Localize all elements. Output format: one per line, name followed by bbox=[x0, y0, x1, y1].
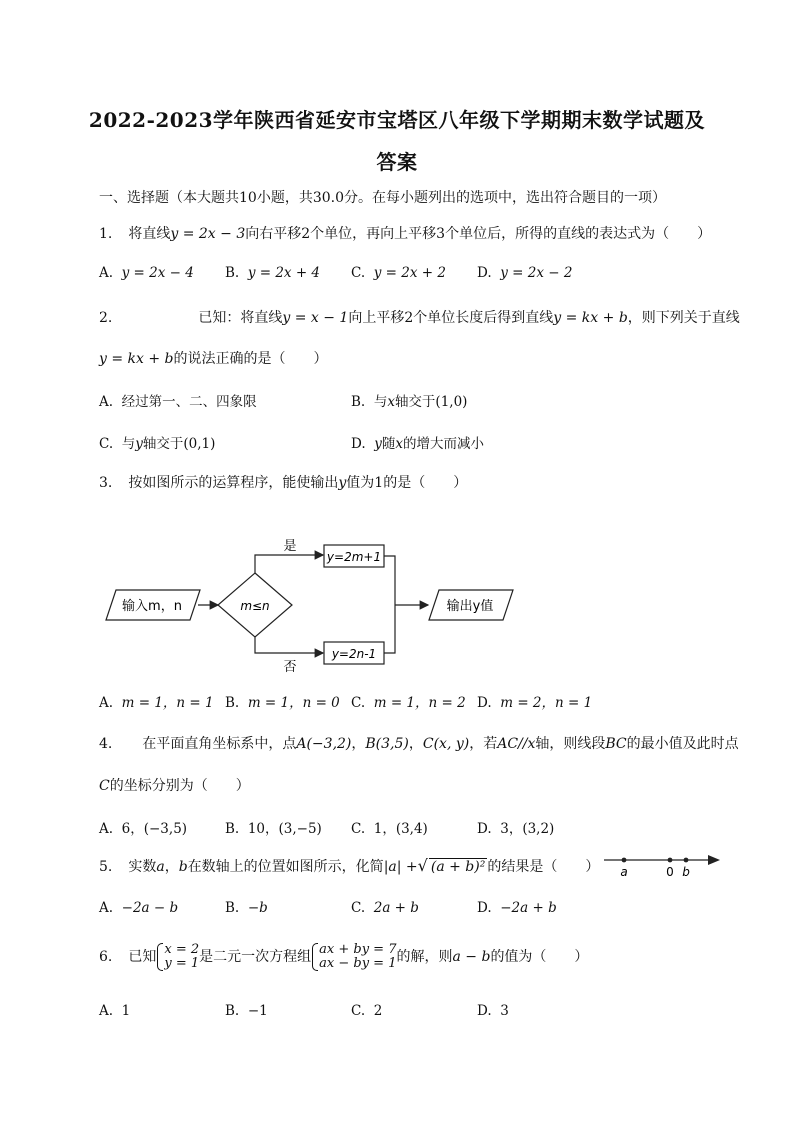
q5-var: a bbox=[156, 859, 165, 875]
option-label: A. bbox=[99, 821, 114, 837]
flow-input-label: 输入m，n bbox=[122, 599, 182, 614]
q2-expression: y = x − 1 bbox=[282, 310, 349, 326]
system-row: ax − by = 1 bbox=[319, 956, 397, 971]
option-label: D. bbox=[477, 1003, 492, 1019]
question-number: 6. bbox=[99, 949, 113, 965]
option-label: C. bbox=[351, 821, 366, 837]
option-label: B. bbox=[225, 900, 240, 916]
q5-text: ， bbox=[164, 859, 179, 875]
option-label: B. bbox=[351, 394, 366, 410]
option-text: 随 bbox=[381, 436, 396, 452]
q2-option-a[interactable] bbox=[99, 390, 257, 410]
q4-text: 轴，则线段 bbox=[535, 736, 606, 752]
q3-option-a[interactable] bbox=[99, 691, 214, 711]
q1-text: 向右平移 bbox=[245, 226, 302, 242]
option-text: −b bbox=[247, 900, 268, 916]
q1-text: 个单位后，所得的直线的表达式为（ ） bbox=[445, 226, 712, 242]
option-text: 与 bbox=[373, 394, 388, 410]
q5-option-a[interactable] bbox=[99, 900, 178, 916]
option-var: y bbox=[374, 436, 382, 452]
q6-expression: a − b bbox=[452, 949, 491, 965]
option-text: 轴交于(1,0) bbox=[394, 394, 468, 410]
q1-option-a[interactable] bbox=[99, 265, 194, 281]
option-label: A. bbox=[99, 695, 114, 711]
q5-text: 在数轴上的位置如图所示，化简 bbox=[187, 859, 384, 875]
option-text: y = 2x + 2 bbox=[373, 265, 446, 281]
system-row: x = 2 bbox=[164, 942, 200, 957]
q5-text: 实数 bbox=[128, 859, 157, 875]
q1-text: 个单位，再向上平移 bbox=[310, 226, 437, 242]
option-text: 经过第一、二、四象限 bbox=[121, 394, 257, 410]
option-text: −2a − b bbox=[121, 900, 179, 916]
q5-option-d[interactable] bbox=[477, 900, 557, 916]
point-zero-dot bbox=[668, 858, 673, 863]
q2-option-c[interactable] bbox=[99, 432, 215, 452]
option-text: 与 bbox=[121, 436, 136, 452]
question-1 bbox=[99, 223, 724, 243]
option-text: −1 bbox=[247, 1003, 268, 1019]
q1-number: 2 bbox=[301, 226, 311, 242]
q2-option-b[interactable] bbox=[351, 390, 467, 410]
q4-text: 的坐标分别为（ ） bbox=[109, 778, 250, 794]
q3-option-d[interactable] bbox=[477, 691, 592, 711]
flow-top-box-label: y=2m+1 bbox=[326, 550, 382, 564]
doc-title-line1: 2022-2023学年陕西省延安市宝塔区八年级下学期期末数学试题及 bbox=[88, 108, 706, 132]
option-text: 1 bbox=[121, 1003, 131, 1019]
option-text: 3 bbox=[500, 1003, 509, 1019]
option-label: D. bbox=[477, 265, 492, 281]
option-label: C. bbox=[351, 265, 366, 281]
q4-text: ， bbox=[351, 736, 366, 752]
q6-option-b[interactable] bbox=[225, 1003, 268, 1019]
option-var: x bbox=[395, 436, 403, 452]
q6-option-c[interactable] bbox=[351, 1003, 382, 1019]
flow-no-label: 否 bbox=[283, 660, 297, 675]
q1-option-b[interactable] bbox=[225, 265, 320, 281]
option-text: 6，(−3,5) bbox=[121, 821, 188, 837]
question-number: 2. bbox=[99, 310, 113, 326]
q4-text: ，若 bbox=[469, 736, 498, 752]
question-number: 1. bbox=[99, 226, 113, 242]
q4-option-a[interactable] bbox=[99, 817, 187, 837]
q6-solution-system bbox=[156, 943, 199, 971]
option-label: C. bbox=[351, 695, 366, 711]
option-text: m = 2，n = 1 bbox=[500, 695, 593, 711]
q6-equation-system bbox=[311, 943, 396, 971]
system-row: ax + by = 7 bbox=[319, 942, 397, 957]
doc-title-line2: 答案 bbox=[376, 150, 418, 174]
q1-option-d[interactable] bbox=[477, 265, 572, 281]
option-label: A. bbox=[99, 900, 114, 916]
q1-number: 3 bbox=[436, 226, 446, 242]
question-4 bbox=[99, 733, 739, 753]
option-text: 的增大而减小 bbox=[403, 436, 484, 452]
system-row: y = 1 bbox=[164, 956, 200, 971]
q3-option-b[interactable] bbox=[225, 691, 340, 711]
q2-text: 已知：将直线 bbox=[198, 310, 283, 326]
q4-point: C(x, y) bbox=[422, 736, 470, 752]
number-line bbox=[602, 850, 724, 882]
flow-yes-label: 是 bbox=[283, 539, 297, 554]
flow-output-label: 输出y值 bbox=[446, 599, 494, 614]
option-text: 2 bbox=[373, 1003, 383, 1019]
q6-option-d[interactable] bbox=[477, 1003, 509, 1019]
question-4-cont bbox=[99, 775, 724, 795]
number-line-arrow-icon bbox=[708, 855, 720, 865]
option-var: y bbox=[135, 436, 143, 452]
flow-bottom-box-label: y=2n-1 bbox=[331, 647, 377, 661]
q5-var: b bbox=[178, 859, 188, 875]
q6-option-a[interactable] bbox=[99, 1003, 130, 1019]
option-label: D. bbox=[477, 695, 492, 711]
q5-text: 的结果是（ ） bbox=[487, 859, 600, 875]
option-text: 轴交于(0,1) bbox=[142, 436, 216, 452]
flow-merge-line bbox=[384, 556, 395, 653]
q4-segment: BC bbox=[605, 736, 627, 752]
q5-radicand: (a + b)² bbox=[430, 859, 486, 875]
point-a-label: a bbox=[620, 865, 628, 879]
q3-var: y bbox=[338, 475, 347, 491]
point-a-dot bbox=[622, 858, 627, 863]
q1-text: 将直线 bbox=[128, 226, 171, 242]
q5-expression: |a| + bbox=[383, 859, 418, 875]
q3-text: 按如图所示的运算程序，能使输出 bbox=[128, 475, 339, 491]
option-label: C. bbox=[351, 900, 366, 916]
sqrt-sign: √ bbox=[417, 856, 428, 875]
q4-expression: AC//x bbox=[497, 736, 536, 752]
q2-text: ，则下列关于直线 bbox=[627, 310, 740, 326]
q6-text: 的值为（ ） bbox=[490, 949, 589, 965]
flow-no-line bbox=[255, 637, 323, 653]
option-text: 3，(3,2) bbox=[500, 821, 555, 837]
option-text: y = 2x − 4 bbox=[121, 265, 194, 281]
q1-option-c[interactable] bbox=[351, 265, 446, 281]
q6-text: 已知 bbox=[128, 949, 157, 965]
q2-text: 的说法正确的是（ ） bbox=[173, 351, 328, 367]
q4-point: B(3,5) bbox=[365, 736, 409, 752]
question-number: 3. bbox=[99, 475, 113, 491]
option-text: 1，(3,4) bbox=[373, 821, 428, 837]
q4-point: A(−3,2) bbox=[296, 736, 352, 752]
point-b-label: b bbox=[682, 865, 690, 879]
q2-text: 向上平移 bbox=[348, 310, 405, 326]
q6-text: 的解，则 bbox=[396, 949, 453, 965]
q4-text: 在平面直角坐标系中，点 bbox=[142, 736, 297, 752]
option-label: D. bbox=[477, 821, 492, 837]
option-text: m = 1，n = 1 bbox=[121, 695, 214, 711]
q3-text: 的是（ ） bbox=[383, 475, 468, 491]
q1-expression: y = 2x − 3 bbox=[170, 226, 246, 242]
option-label: B. bbox=[225, 265, 240, 281]
question-number: 5. bbox=[99, 859, 113, 875]
q4-option-d[interactable] bbox=[477, 817, 554, 837]
option-label: B. bbox=[225, 695, 240, 711]
question-2 bbox=[99, 307, 740, 327]
q4-text: ， bbox=[408, 736, 423, 752]
q3-number: 1 bbox=[374, 475, 384, 491]
option-text: y = 2x + 4 bbox=[247, 265, 321, 281]
option-text: 2a + b bbox=[373, 900, 419, 916]
point-zero-label: 0 bbox=[666, 865, 674, 879]
question-2-cont bbox=[99, 348, 724, 368]
flow-yes-line bbox=[255, 555, 323, 573]
option-label: D. bbox=[477, 900, 492, 916]
q6-text: 是二元一次方程组 bbox=[199, 949, 312, 965]
option-text: m = 1，n = 2 bbox=[373, 695, 466, 711]
q5-option-c[interactable] bbox=[351, 900, 419, 916]
q2-expression: y = kx + b bbox=[99, 351, 174, 367]
option-label: B. bbox=[225, 1003, 240, 1019]
q4-var: C bbox=[99, 778, 110, 794]
q2-number: 2 bbox=[404, 310, 414, 326]
question-number: 4. bbox=[99, 736, 113, 752]
question-6 bbox=[99, 943, 724, 971]
section-heading: 一、选择题（本大题共10小题，共30.0分。在每小题列出的选项中，选出符合题目的一项） bbox=[99, 190, 666, 206]
option-text: −2a + b bbox=[500, 900, 557, 916]
option-label: A. bbox=[99, 394, 114, 410]
q3-text: 值为 bbox=[346, 475, 375, 491]
option-label: C. bbox=[351, 1003, 366, 1019]
option-label: B. bbox=[225, 821, 240, 837]
q3-option-c[interactable] bbox=[351, 691, 466, 711]
q5-option-b[interactable] bbox=[225, 900, 268, 916]
point-b-dot bbox=[684, 858, 689, 863]
q4-option-b[interactable] bbox=[225, 817, 322, 837]
q2-expression: y = kx + b bbox=[553, 310, 628, 326]
question-5 bbox=[99, 856, 599, 876]
option-label: A. bbox=[99, 265, 114, 281]
question-3 bbox=[99, 472, 724, 492]
q4-option-c[interactable] bbox=[351, 817, 428, 837]
q2-text: 个单位长度后得到直线 bbox=[413, 310, 554, 326]
option-label: A. bbox=[99, 1003, 114, 1019]
flowchart bbox=[100, 533, 520, 678]
option-text: m = 1，n = 0 bbox=[247, 695, 340, 711]
option-label: C. bbox=[99, 436, 114, 452]
q4-text: 的最小值及此时点 bbox=[626, 736, 739, 752]
option-text: y = 2x − 2 bbox=[500, 265, 573, 281]
q2-option-d[interactable] bbox=[351, 432, 484, 452]
flow-condition-label: m≤n bbox=[240, 599, 270, 613]
option-var: x bbox=[387, 394, 395, 410]
option-label: D. bbox=[351, 436, 366, 452]
option-text: 10，(3,−5) bbox=[247, 821, 322, 837]
